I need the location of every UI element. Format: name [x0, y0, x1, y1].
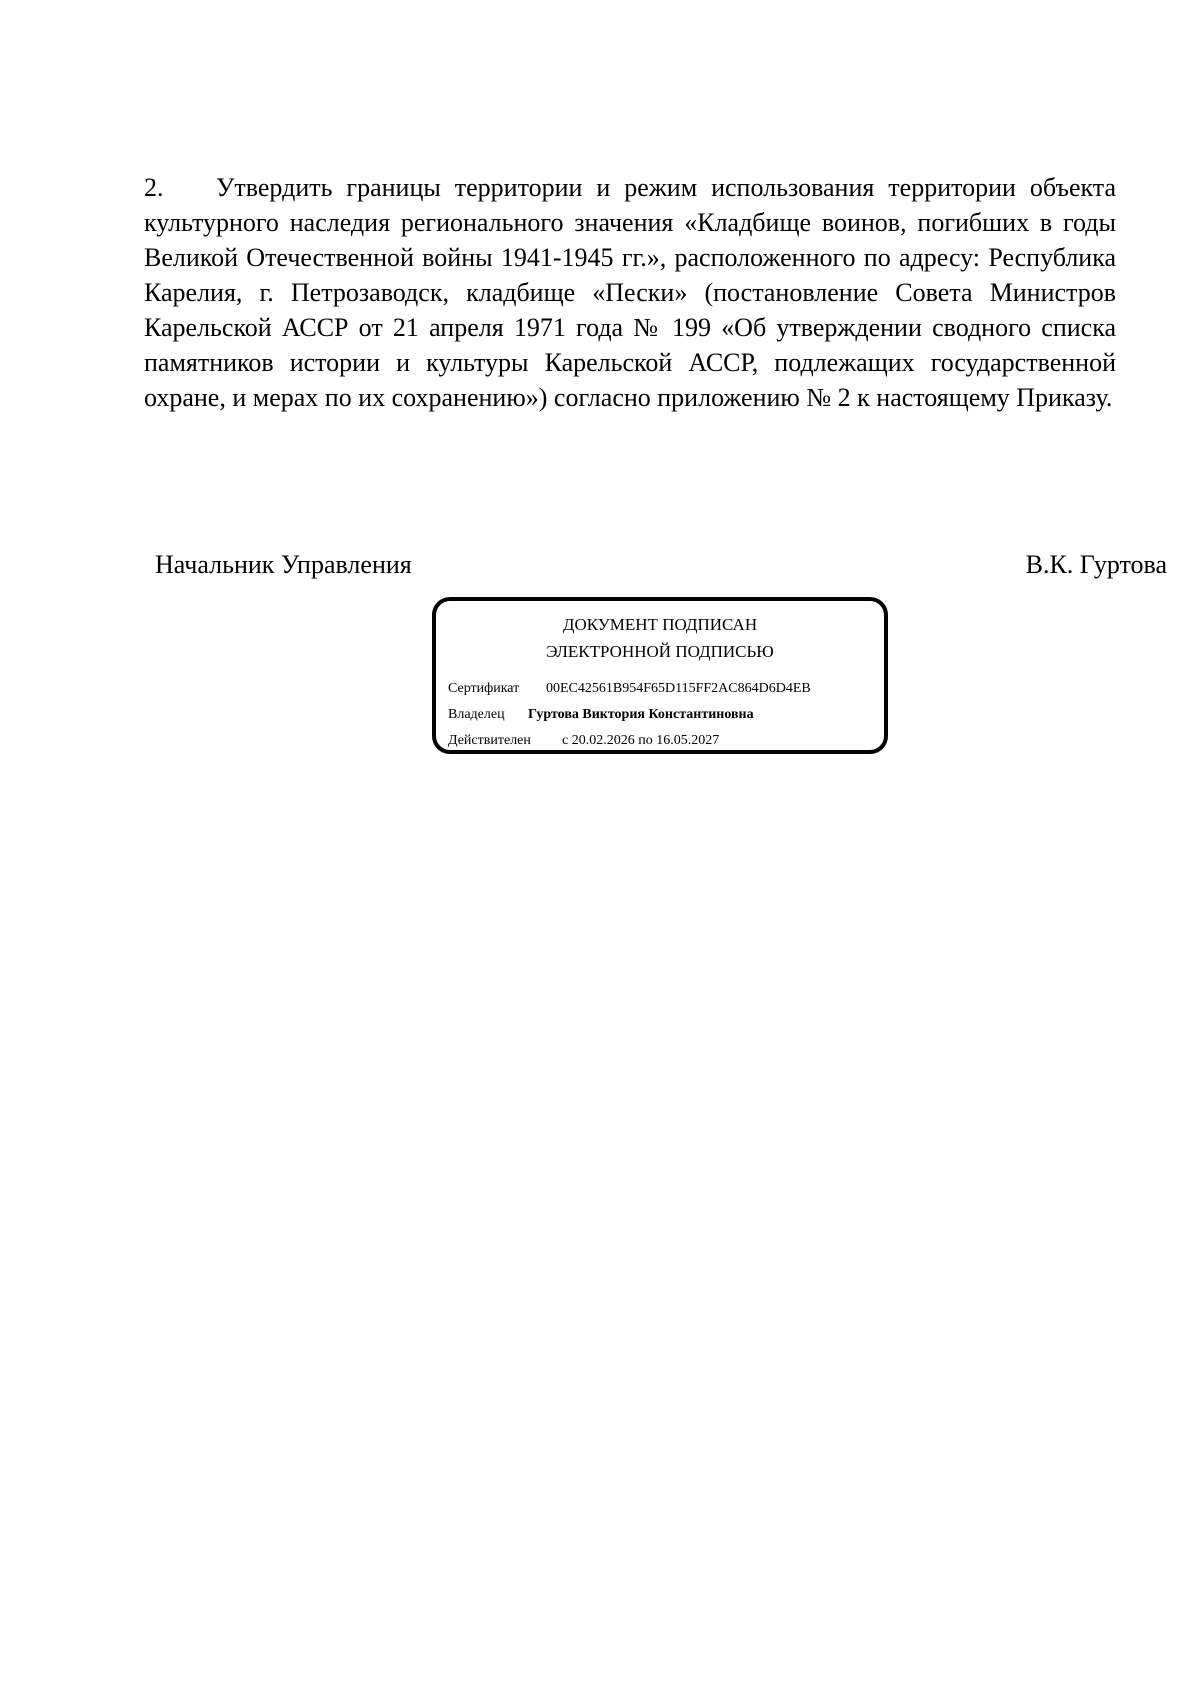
validity-label: Действителен [448, 733, 531, 748]
owner-label: Владелец [448, 707, 505, 722]
stamp-title-line-2: ЭЛЕКТРОННОЙ ПОДПИСЬЮ [546, 642, 774, 661]
validity-value: с 20.02.2026 по 16.05.2027 [562, 733, 720, 748]
paragraph-text: Утвердить границы территории и режим использования территории объекта культурного наследия регионального значения «Кладбище воинов, погибших в годы Великой Отечественной войны 1941-1945 гг.», расположенного по адресу: Республика Карелия, г. Петрозаводск, кладбище «Пески» (постановление Совета Министров Карельской АССР от 21 апреля 1971 года № 199 «Об утверждении сводного списка памятников истории и культуры Карельской АССР, подлежащих государственной охране, и мерах по их сохранению») согласно приложению № 2 к настоящему Приказу. [144, 173, 1116, 412]
validity-row [448, 728, 878, 754]
owner-row [448, 702, 878, 728]
certificate-row [448, 676, 878, 702]
signer-name: В.К. Гуртова [1025, 550, 1167, 579]
stamp-title-line-1: ДОКУМЕНТ ПОДПИСАН [562, 615, 758, 634]
certificate-label: Сертификат [448, 681, 520, 696]
paragraph-number: 2. [144, 173, 164, 202]
certificate-value: 00EC42561B954F65D115FF2AC864D6D4EB [546, 681, 811, 696]
stamp-details [448, 676, 878, 754]
order-paragraph [144, 170, 1116, 415]
electronic-signature-stamp [432, 597, 888, 754]
stamp-title [436, 611, 884, 665]
signer-position: Начальник Управления [155, 550, 412, 579]
owner-value: Гуртова Виктория Константиновна [528, 707, 754, 722]
